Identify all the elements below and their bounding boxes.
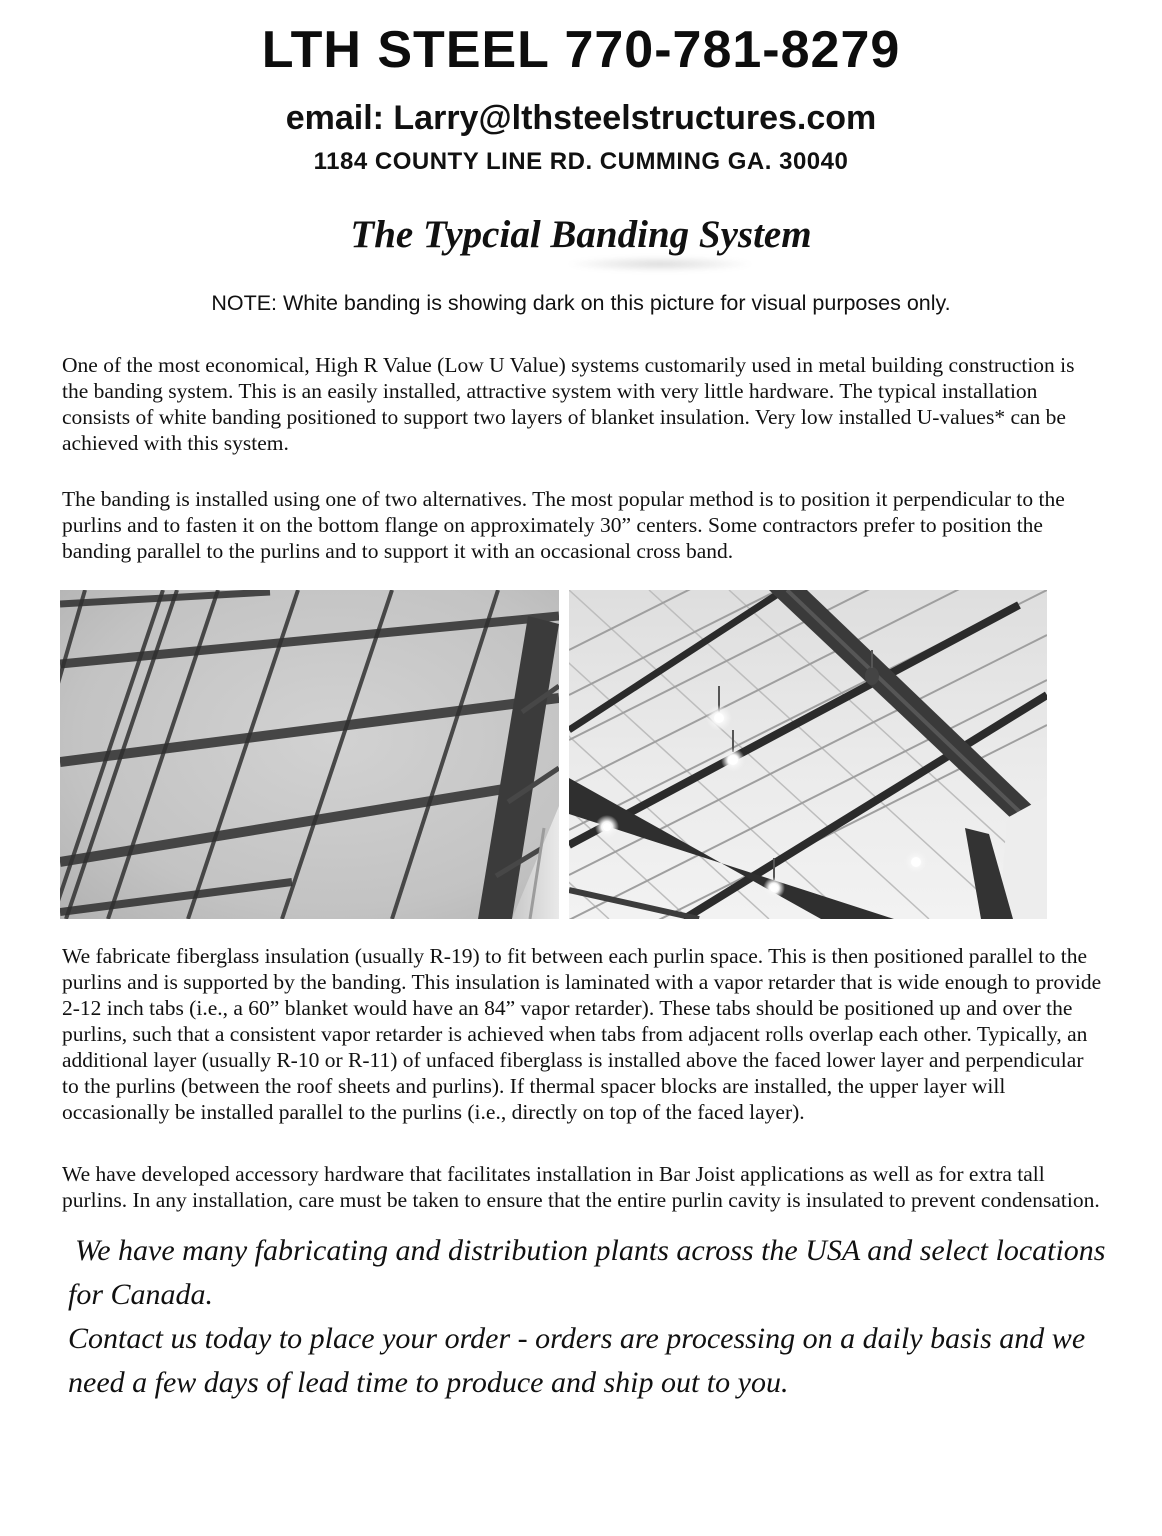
banding-insulation-ceiling-photo bbox=[60, 590, 559, 919]
body-paragraph-4: We have developed accessory hardware that facilitates installation in Bar Joist applications as well as for extra tall purlins. In any installation, care must be taken to ensure that the entire purlin cavity is insulated to prevent condensation. bbox=[62, 1162, 1100, 1212]
closing-line-1: We have many fabricating and distribution plants across the USA and select locations for Canada. bbox=[68, 1234, 1106, 1311]
body-paragraph-2: The banding is installed using one of two alternatives. The most popular method is to position it perpendicular to the purlins and to fasten it on the bottom flange on approximately 30” centers. Some contractors prefer to position the banding parallel to the purlins and to support it with an occasional cross band. bbox=[62, 487, 1065, 563]
metal-building-interior-photo bbox=[569, 590, 1047, 919]
scan-smudge-artifact bbox=[565, 256, 755, 272]
closing-block bbox=[68, 1229, 1112, 1405]
photo-row bbox=[60, 590, 1162, 919]
body-paragraph-1: One of the most economical, High R Value (Low U Value) systems customarily used in metal building construction is the banding system. This is an easily installed, attractive system with very little hardware. The typical installation consists of white banding positioned to support two layers of blanket insulation. Very low installed U-values* can be achieved with this system. bbox=[62, 353, 1075, 455]
address-line: 1184 COUNTY LINE RD. CUMMING GA. 30040 bbox=[313, 148, 849, 175]
note-line: NOTE: White banding is showing dark on this picture for visual purposes only. bbox=[211, 291, 951, 315]
company-title: LTH STEEL 770-781-8279 bbox=[261, 21, 901, 79]
document-title: The Typcial Banding System bbox=[350, 213, 812, 256]
closing-line-2: Contact us today to place your order - orders are processing on a daily basis and we need a few days of lead time to produce and ship out to you. bbox=[68, 1322, 1086, 1399]
body-paragraph-3: We fabricate fiberglass insulation (usually R-19) to fit between each purlin space. This is then positioned parallel to the purlins and is supported by the banding. This insulation is laminated with a vapor retarder that is wide enough to provide 2-12 inch tabs (i.e., a 60” blanket would have an 84” vapor retarder). These tabs should be positioned up and over the purlins, such that a consistent vapor retarder is achieved when tabs from adjacent rolls overlap each other. Typically, an additional layer (usually R-10 or R-11) of unfaced fiberglass is installed above the faced lower layer and perpendicular to the purlins (between the roof sheets and purlins). If thermal spacer blocks are installed, the upper layer will occasionally be installed parallel to the purlins (i.e., directly on top of the faced layer). bbox=[62, 944, 1102, 1124]
email-line: email: Larry@lthsteelstructures.com bbox=[285, 99, 877, 137]
